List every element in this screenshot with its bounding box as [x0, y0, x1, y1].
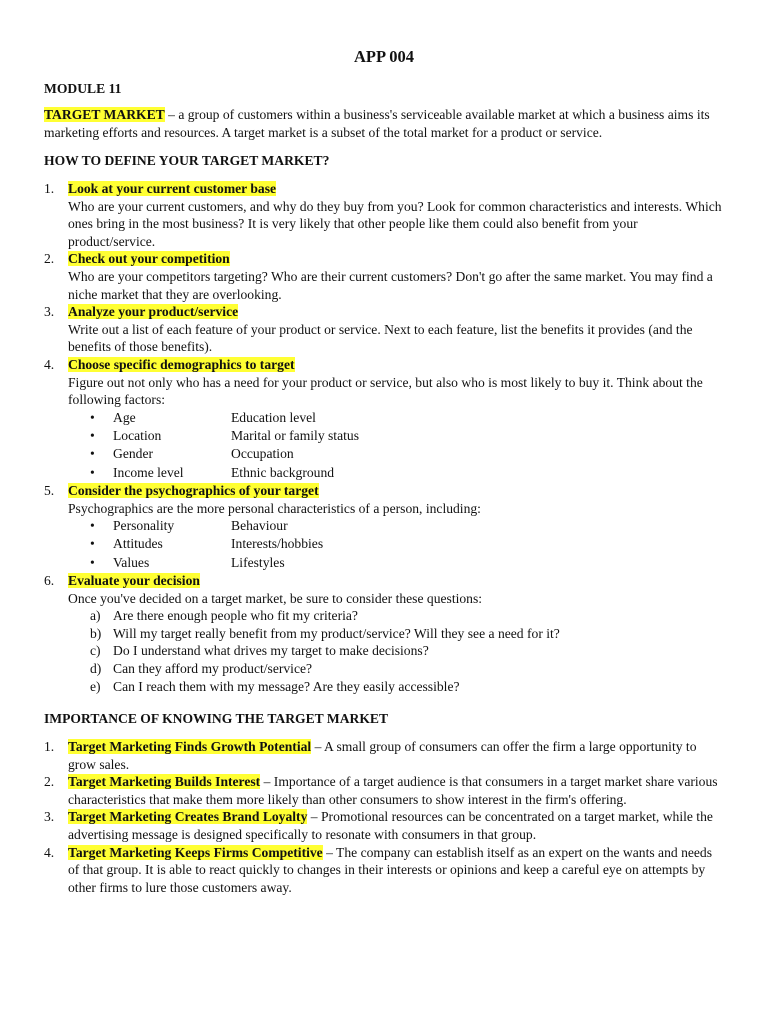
step-item	[44, 572, 724, 695]
step-body: Psychographics are the more personal characteristics of a person, including:	[68, 500, 481, 516]
step-item	[44, 303, 724, 356]
list-item: a) Are there enough people who fit my criteria?	[90, 608, 358, 624]
list-item: • Values Lifestyles	[68, 554, 724, 572]
list-item: • Personality Behaviour	[68, 517, 724, 535]
step-body: Who are your competitors targeting? Who are their current customers? Don't go after the same market. You may find a niche market that they are overlooking.	[68, 268, 713, 302]
step-heading: Choose specific demographics to target	[68, 356, 295, 372]
importance-item	[44, 808, 724, 843]
step-number: 3.	[44, 304, 55, 320]
step-body: Write out a list of each feature of your product or service. Next to each feature, list the benefits it provides (and the benefits of those benefits).	[68, 321, 693, 355]
importance-number: 4.	[44, 844, 55, 860]
importance-heading-text: Target Marketing Builds Interest	[68, 774, 261, 790]
list-item: • Income level Ethnic background	[68, 464, 724, 482]
list-item: • Age Education level	[68, 409, 724, 427]
importance-list	[44, 738, 724, 896]
step-body: Figure out not only who has a need for your product or service, but also who is most likely to buy it. Think about the following factors:	[68, 374, 703, 408]
step-number: 5.	[44, 482, 55, 498]
list-item: b) Will my target really benefit from my product/service? Will they see a need for it?	[90, 625, 560, 641]
list-item: c) Do I understand what drives my target to make decisions?	[90, 643, 429, 659]
importance-body: – Importance of a target audience is that consumers in a target market share various characteristics that make them more likely than other consumers to show interest in the firm's offering.	[68, 774, 718, 807]
step-number: 6.	[44, 572, 55, 588]
intro-paragraph	[44, 106, 724, 141]
demographics-list	[68, 409, 724, 482]
importance-heading: IMPORTANCE OF KNOWING THE TARGET MARKET	[44, 711, 389, 726]
importance-heading-text: Target Marketing Creates Brand Loyalty	[68, 809, 308, 825]
psychographics-list	[68, 517, 724, 572]
step-heading: Consider the psychographics of your target	[68, 482, 319, 498]
importance-number: 3.	[44, 809, 55, 825]
list-item: • Location Marital or family status	[68, 427, 724, 445]
step-item	[44, 250, 724, 303]
step-body: Once you've decided on a target market, be sure to consider these questions:	[68, 590, 483, 606]
importance-body: – A small group of consumers can offer the firm a large opportunity to grow sales.	[68, 739, 697, 772]
step-body: Who are your current customers, and why do they buy from you? Look for common characteristics and interests. Which ones bring in the most business? It is very likely that other people like them could also benefit from your product/service.	[68, 198, 722, 249]
step-heading: Analyze your product/service	[68, 304, 239, 320]
list-item: • Attitudes Interests/hobbies	[68, 535, 724, 553]
intro-text: – a group of customers within a business's serviceable available market at which a business aims its marketing efforts and resources. A target market is a subset of the total market for a product or service.	[44, 107, 710, 140]
step-number: 1.	[44, 181, 55, 196]
intro-term: TARGET MARKET	[44, 107, 165, 122]
importance-number: 1.	[44, 739, 55, 754]
list-item: e) Can I reach them with my message? Are they easily accessible?	[90, 678, 460, 694]
define-heading: HOW TO DEFINE YOUR TARGET MARKET?	[44, 153, 330, 168]
importance-item	[44, 844, 724, 897]
importance-heading-text: Target Marketing Finds Growth Potential	[68, 739, 312, 754]
importance-number: 2.	[44, 774, 55, 790]
step-heading: Check out your competition	[68, 251, 230, 267]
step-number: 4.	[44, 356, 55, 372]
list-item: • Gender Occupation	[68, 445, 724, 463]
importance-heading-text: Target Marketing Keeps Firms Competitive	[68, 844, 323, 860]
step-number: 2.	[44, 251, 55, 267]
define-steps-list	[44, 180, 724, 695]
document-title: APP 004	[353, 47, 415, 66]
step-item	[44, 356, 724, 482]
step-heading: Look at your current customer base	[68, 181, 277, 196]
importance-item	[44, 773, 724, 808]
importance-body: – Promotional resources can be concentrated on a target market, while the advertising message is designed specifically to resonate with consumers in that group.	[68, 809, 713, 842]
importance-body: – The company can establish itself as an expert on the wants and needs of that group. It is able to react quickly to changes in their interests or opinions and keep a careful eye on attempts by other firms to lure those customers away.	[68, 844, 713, 895]
step-heading: Evaluate your decision	[68, 572, 200, 588]
importance-item	[44, 738, 724, 773]
step-item	[44, 482, 724, 572]
list-item: d) Can they afford my product/service?	[90, 660, 313, 676]
questions-list	[68, 607, 724, 695]
module-label: MODULE 11	[44, 81, 122, 96]
step-item	[44, 180, 724, 250]
